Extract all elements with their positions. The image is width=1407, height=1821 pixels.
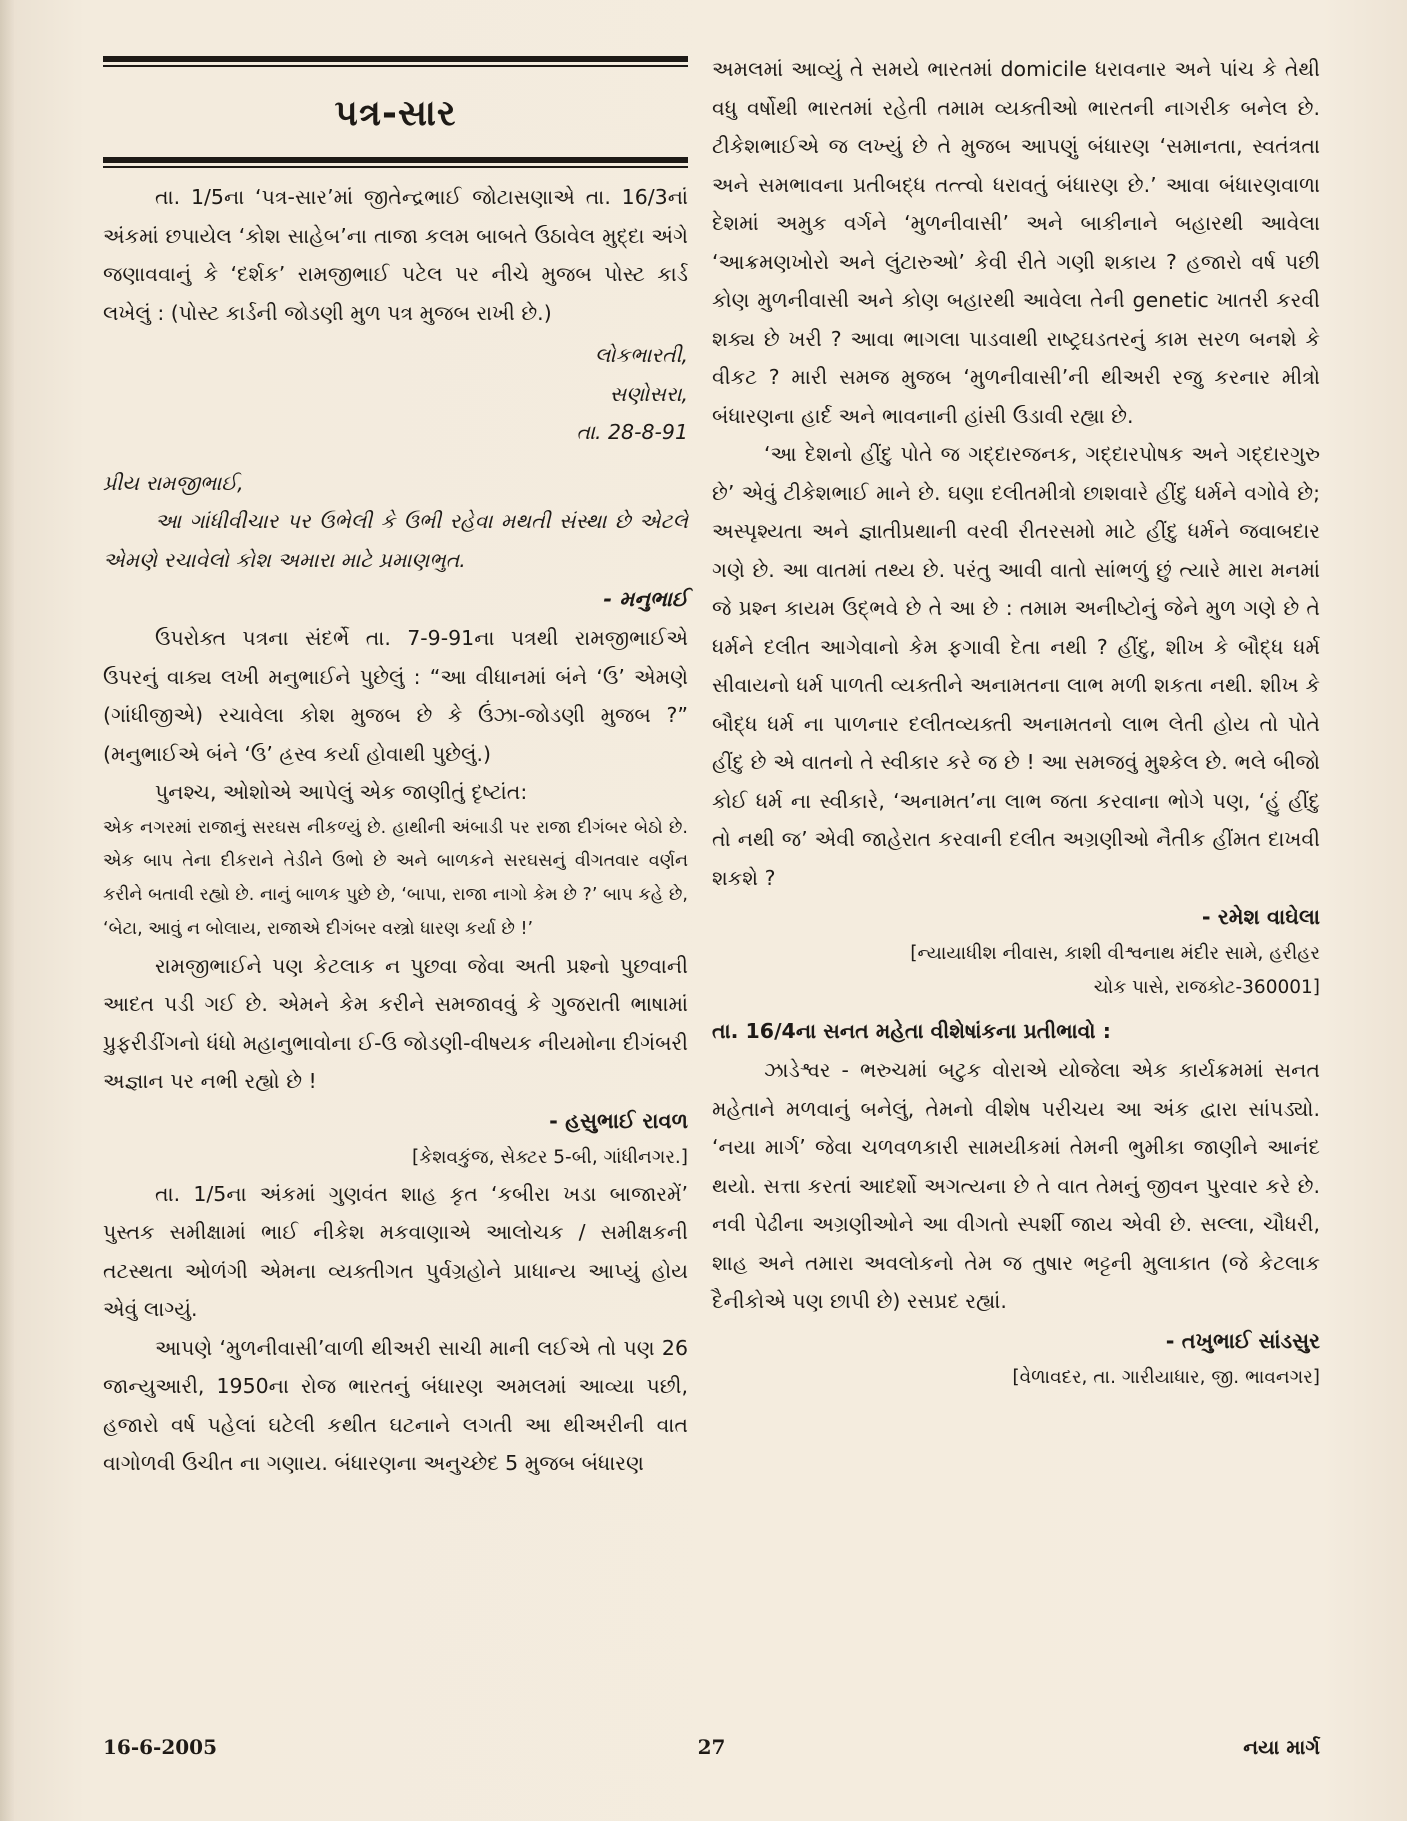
signature-takhubhai: - તખુભાઈ સાંડસુર xyxy=(1165,1328,1320,1353)
right-paragraph-3: ઝાડેશ્વર - ભરુચમાં બટુક વોરાએ યોજેલા એક કાર્યક્રમમાં સનત મહેતાને મળવાનું બનેલું, તેમનો વીશેષ પરીચય આ અંક દ્વારા સાંપડ્યો. ‘નયા માર્ગ’ જેવા ચળવળકારી સામયીકમાં તેમની ભુમીકા જાણીને આનંદ થયો. સત્તા કરતાં આદર્શો અગત્યના છે તે વાત તેમનું જીવન પુરવાર કરે છે. નવી પેઢીના અગ્રણીઓને આ વીગતો સ્પર્શી જાય એવી છે. સલ્લા, ચૌધરી, શાહ અને તમારા અવલોકનો તેમ જ તુષાર ભટ્ટની મુલાકાત (જે કેટલાક દૈનીકોએ પણ છાપી છે) રસપ્રદ રહ્યાં. xyxy=(712,1058,1320,1313)
letter-place-1: લોકભારતી, xyxy=(594,343,688,367)
right-paragraph-2: ‘આ દેશનો હીંદુ પોતે જ ગદ્દારજનક, ગદ્દારપોષક અને ગદ્દારગુરુ છે’ એવું ટીકેશભાઈ માને છે. ઘણા દલીતમીત્રો છાશવારે હીંદુ ધર્મને વગોવે છે; અસ્પૃશ્યતા અને જ્ઞાતીપ્રથાની વરવી રીતરસમો માટે હીંદુ ધર્મને જવાબદાર ગણે છે. આ વાતમાં તથ્ય છે. પરંતુ આવી વાતો સાંભળું છું ત્યારે મારા મનમાં જે પ્રશ્ન કાયમ ઉદ્ભવે છે તે આ છે : તમામ અનીષ્ટોનું જેને મુળ ગણે છે તે ધર્મને દલીત આગેવાનો કેમ ફગાવી દેતા નથી ? હીંદુ, શીખ કે બૌદ્ધ ધર્મ સીવાયનો ધર્મ પાળતી વ્યક્તીને અનામતના લાભ મળી શકતા નથી. શીખ કે બૌદ્ધ ધર્મ ના પાળનાર દલીતવ્યક્તી અનામતનો લાભ લેતી હોય તો પોતે હીંદુ છે એ વાતનો તે સ્વીકાર કરે જ છે ! આ સમજવું મુશ્કેલ છે. ભલે બીજો કોઈ ધર્મ ના સ્વીકારે, ‘અનામત’ના લાભ જતા કરવાના ભોગે પણ, ‘હું હીંદુ તો નથી જ’ એવી જાહેરાત કરવાની દલીત અગ્રણીઓ નૈતીક હીંમત દાખવી શકશે ? xyxy=(712,442,1320,890)
section-title: પત્ર-સાર xyxy=(334,93,457,134)
right-column xyxy=(712,50,1320,1395)
address-hasubhai: [કેશવકુંજ, સેક્ટર 5-બી, ગાંધીનગર.] xyxy=(412,1146,688,1168)
address-takhubhai: [વેળાવદર, તા. ગારીયાધાર, જી. ભાવનગર] xyxy=(1012,1366,1320,1388)
section-masthead xyxy=(103,56,688,168)
letter-signature: - મનુભાઈ xyxy=(603,587,688,611)
issue-date: 16-6-2005 xyxy=(103,1735,218,1759)
page-footer xyxy=(103,1727,1320,1767)
right-paragraph-1: અમલમાં આવ્યું તે સમયે ભારતમાં domicile ધરાવનાર અને પાંચ કે તેથી વધુ વર્ષોથી ભારતમાં રહેતી તમામ વ્યક્તીઓ ભારતની નાગરીક બનેલ છે. ટીકેશભાઈએ જ લખ્યું છે તે મુજબ આપણું બંધારણ ‘સમાનતા, સ્વતંત્રતા અને સમભાવના પ્રતીબદ્ધ તત્ત્વો ધરાવતું બંધારણ છે.’ આવા બંધારણવાળા દેશમાં અમુક વર્ગને ‘મુળનીવાસી’ અને બાકીનાને બહારથી આવેલા ‘આક્રમણખોરો અને લુંટારુઓ’ કેવી રીતે ગણી શકાય ? હજારો વર્ષ પછી કોણ મુળનીવાસી અને કોણ બહારથી આવેલા તેની genetic ખાતરી કરવી શક્ય છે ખરી ? આવા ભાગલા પાડવાથી રાષ્ટ્રઘડતરનું કામ સરળ બનશે કે વીકટ ? મારી સમજ મુજબ ‘મુળનીવાસી’ની થીઅરી રજુ કરનાર મીત્રો બંધારણના હાર્દ અને ભાવનાની હાંસી ઉડાવી રહ્યા છે. xyxy=(712,57,1320,428)
letter-salutation: પ્રીય રામજીભાઈ, xyxy=(103,470,244,495)
left-column xyxy=(103,50,688,1483)
subsection-heading: તા. 16/4ના સનત મહેતા વીશેષાંકના પ્રતીભાવો : xyxy=(712,1019,1111,1043)
left-paragraph-3: પુનશ્ચ, ઓશોએ આપેલું એક જાણીતું દૃષ્ટાંત: xyxy=(155,780,528,804)
page-number: 27 xyxy=(697,1735,726,1759)
letter-body: આ ગાંધીવીચાર પર ઉભેલી કે ઉભી રહેવા મથતી સંસ્થા છે એટલે એમણે રચાવેલો કોશ અમારા માટે પ્રમાણભુત. xyxy=(103,509,688,572)
torn-edge xyxy=(0,0,14,1821)
magazine-name: નયા માર્ગ xyxy=(1243,1735,1320,1759)
osho-story: એક નગરમાં રાજાનું સરઘસ નીકળ્યું છે. હાથીની અંબાડી પર રાજા દીગંબર બેઠો છે. એક બાપ તેના દીકરાને તેડીને ઉભો છે અને બાળકને સરઘસનું વીગતવાર વર્ણન કરીને બતાવી રહ્યો છે. નાનું બાળક પુછે છે, ‘બાપા, રાજા નાગો કેમ છે ?’ બાપ કહે છે, ‘બેટા, આવું ન બોલાય, રાજાએ દીગંબર વસ્ત્રો ધારણ કર્યા છે !’ xyxy=(103,817,688,939)
signature-hasubhai: - હસુભાઈ રાવળ xyxy=(549,1108,688,1133)
letter-place-2: સણોસરા, xyxy=(609,381,688,406)
left-paragraph-6: તા. 1/5ના અંકમાં ગુણવંત શાહ કૃત ‘કબીરા ખડા બાજારમેં’ પુસ્તક સમીક્ષામાં ભાઈ નીકેશ મકવાણાએ આલોચક / સમીક્ષકની તટસ્થતા ઓળંગી એમના વ્યક્તીગત પુર્વગ્રહોને પ્રાધાન્ય આપ્યું હોય એવું લાગ્યું. xyxy=(103,1181,688,1322)
masthead-rule-top xyxy=(103,56,688,62)
left-paragraph-2: ઉપરોક્ત પત્રના સંદર્ભે તા. 7-9-91ના પત્રથી રામજીભાઈએ ઉપરનું વાક્ય લખી મનુભાઈને પુછેલું : “આ વીધાનમાં બંને ‘ઉ’ એમણે (ગાંધીજીએ) રચાવેલા કોશ મુજબ છે કે ઉંઝા-જોડણી મુજબ ?” (મનુભાઈએ બંને ‘ઉ’ હ્રસ્વ કર્યા હોવાથી પુછેલું.) xyxy=(103,626,688,766)
address-ramesh-line-1: [ન્યાયાધીશ નીવાસ, કાશી વીશ્વનાથ મંદીર સામે, હરીહર xyxy=(910,943,1320,964)
left-paragraph-7: આપણે ‘મુળનીવાસી’વાળી થીઅરી સાચી માની લઈએ તો પણ 26 જાન્યુઆરી, 1950ના રોજ ભારતનું બંધારણ અમલમાં આવ્યા પછી, હજારો વર્ષ પહેલાં ઘટેલી કથીત ઘટનાને લગતી આ થીઅરીની વાત વાગોળવી ઉચીત ના ગણાય. બંધારણના અનુચ્છેદ 5 મુજબ બંધારણ xyxy=(103,1335,688,1476)
left-paragraph-1: તા. 1/5ના ‘પત્ર-સાર’માં જીતેન્દ્રભાઈ જોટાસણાએ તા. 16/3નાં અંકમાં છપાયેલ ‘કોશ સાહેબ’ના તાજા કલમ બાબતે ઉઠાવેલ મુદ્દા અંગે જણાવવાનું કે ‘દર્શક’ રામજીભાઈ પટેલ પર નીચે મુજબ પોસ્ટ કાર્ડ લખેલું : (પોસ્ટ કાર્ડની જોડણી મુળ પત્ર મુજબ રાખી છે.) xyxy=(103,185,688,325)
left-paragraph-5: રામજીભાઈને પણ કેટલાક ન પુછવા જેવા અતી પ્રશ્નો પુછવાની આદત પડી ગઈ છે. એમને કેમ કરીને સમજાવવું કે ગુજરાતી ભાષામાં પ્રુફરીડીંગનો ધંધો મહાનુભાવોના ઈ-ઉ જોડણી-વીષયક નીયમોના દીગંબરી અજ્ઞાન પર નભી રહ્યો છે ! xyxy=(103,953,688,1094)
masthead-rule-bottom-thin xyxy=(103,166,688,168)
masthead-rule-bottom xyxy=(103,157,688,163)
signature-ramesh: - રમેશ વાઘેલા xyxy=(1201,905,1320,929)
letter-date: તા. 28-8-91 xyxy=(576,420,688,444)
address-ramesh-line-2: ચોક પાસે, રાજકોટ-360001] xyxy=(1093,977,1320,998)
